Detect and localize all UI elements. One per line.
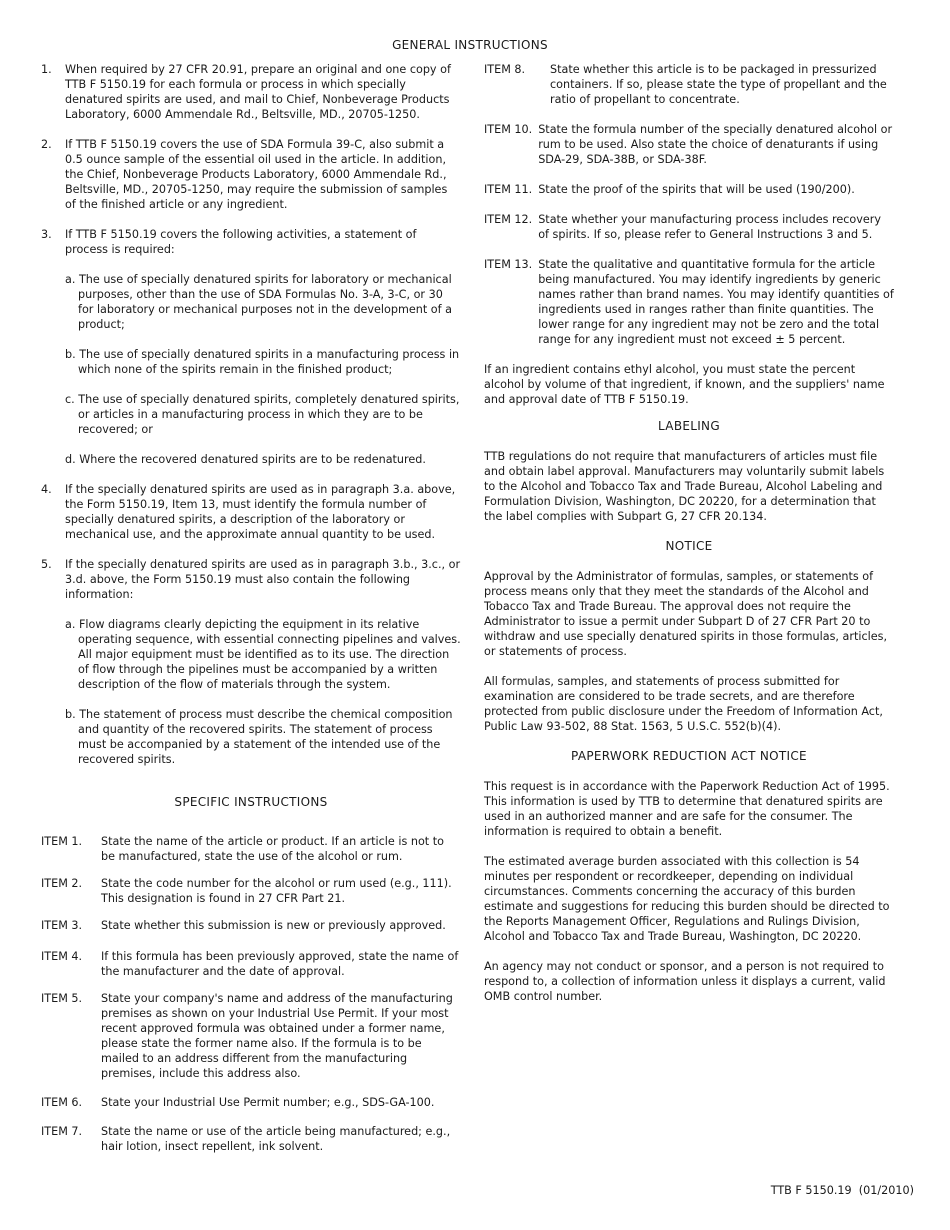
specific-item-13: ITEM 13. State the qualitative and quantitative formula for the article being manufactured. You may identify ingredients by generic names rather than brand names. You may identify quantities of ingredients used in ranges rather than finite quantities. The lower range for any ingredient may not be zero and the total range for any ingredient must not exceed ± 5 percent. — [484, 258, 894, 346]
instruction-3c: c. The use of specially denatured spirits, completely denatured spirits, or articles in a manufacturing process in which they are to be recovered; or — [65, 393, 460, 436]
pra-paragraph-1: This request is in accordance with the Paperwork Reduction Act of 1995. This information is used by TTB to determine that denatured spirits are used in an authorized manner and are safe for the consumer. The information is required to obtain a benefit. — [484, 780, 890, 838]
notice-heading: NOTICE — [665, 539, 713, 553]
specific-item-4: ITEM 4. If this formula has been previously approved, state the name of the manufacturer and the date of approval. — [41, 950, 459, 978]
general-instruction-1: 1. When required by 27 CFR 20.91, prepare an original and one copy of TTB F 5150.19 for each formula or process in which specially denatured spirits are used, and mail to Chief, Nonbeverage Products Laboratory, 6000 Ammendale Rd., Beltsville, MD., 20705-1250. — [41, 63, 451, 121]
form-number-footer — [771, 1184, 914, 1197]
pra-paragraph-3: An agency may not conduct or sponsor, and a person is not required to respond to, a collection of information unless it displays a current, valid OMB control number. — [484, 960, 886, 1003]
instruction-5-subitems — [65, 617, 461, 767]
labeling-heading: LABELING — [658, 419, 720, 433]
instruction-3a: a. The use of specially denatured spirits for laboratory or mechanical purposes, other than the use of SDA Formulas No. 3-A, 3-C, or 30 for laboratory or mechanical purposes not in the development of a product; — [65, 273, 452, 331]
specific-item-12: ITEM 12. State whether your manufacturing process includes recovery of spirits. If so, please refer to General Instructions 3 and 5. — [484, 213, 881, 241]
form-date: (01/2010) — [858, 1184, 914, 1197]
general-instruction-5: 5. If the specially denatured spirits are used as in paragraph 3.b., 3.c., or 3.d. above, the Form 5150.19 must also contain the following information: — [41, 558, 461, 601]
general-instruction-3: 3. If TTB F 5150.19 covers the following activities, a statement of process is required: — [41, 228, 417, 256]
form-id: TTB F 5150.19 — [770, 1184, 852, 1197]
instruction-5b: b. The statement of process must describe the chemical composition and quantity of the recovered spirits. The statement of process must be accompanied by a statement of the intended use of the recovered spirits. — [65, 708, 453, 766]
left-column — [41, 62, 461, 1154]
specific-item-3: ITEM 3. State whether this submission is new or previously approved. — [41, 919, 446, 932]
instruction-3b: b. The use of specially denatured spirits in a manufacturing process in which none of the spirits remain in the finished product; — [65, 348, 460, 376]
notice-paragraph-2: All formulas, samples, and statements of process submitted for examination are considered to be trade secrets, and are therefore protected from public disclosure under the Freedom of Information Act, Public Law 93-502, 88 Stat. 1563, 5 U.S.C. 552(b)(4). — [484, 675, 883, 733]
instruction-5a: a. Flow diagrams clearly depicting the equipment in its relative operating sequence, with essential connecting pipelines and valves. All major equipment must be identified as to its use. The direction of flow through the pipelines must be accompanied by a written description of the flow of materials through the system. — [65, 618, 461, 691]
specific-item-5: ITEM 5. State your company's name and address of the manufacturing premises as shown on your Industrial Use Permit. If your most recent approved formula was obtained under a former name, please state the former name also. If the formula is to be mailed to an address different from the manufacturing premises, include this address also. — [41, 992, 453, 1080]
specific-item-11: ITEM 11. State the proof of the spirits that will be used (190/200). — [484, 183, 855, 196]
general-instruction-4: 4. If the specially denatured spirits are used as in paragraph 3.a. above, the Form 5150.19, Item 13, must identify the formula number of specially denatured spirits, a description of the laboratory or mechanical use, and the approximate annual quantity to be used. — [41, 483, 456, 541]
specific-item-10: ITEM 10. State the formula number of the specially denatured alcohol or rum to be used. Also state the choice of denaturants if using SDA-29, SDA-38B, or SDA-38F. — [484, 123, 893, 166]
specific-item-1: ITEM 1. State the name of the article or product. If an article is not to be manufactured, state the use of the alcohol or rum. — [41, 835, 444, 863]
specific-item-2: ITEM 2. State the code number for the alcohol or rum used (e.g., 111). This designation is found in 27 CFR Part 21. — [41, 877, 452, 905]
pra-paragraph-2: The estimated average burden associated with this collection is 54 minutes per respondent or recordkeeper, depending on individual circumstances. Comments concerning the accuracy of this burden estimate and suggestions for reducing this burden should be directed to the Reports Management Officer, Regulations and Rulings Division, Alcohol and Tobacco Tax and Trade Bureau, Washington, DC 20220. — [484, 855, 890, 943]
notice-paragraph-1: Approval by the Administrator of formulas, samples, or statements of process means only that they meet the standards of the Alcohol and Tobacco Tax and Trade Bureau. The approval does not require the Administrator to issue a permit under Subpart D of 27 CFR Part 20 to withdraw and use specially denatured spirits in those formulas, articles, or statements of process. — [484, 570, 888, 658]
paperwork-reduction-heading: PAPERWORK REDUCTION ACT NOTICE — [571, 749, 807, 763]
right-column — [484, 62, 894, 1004]
instruction-3-subitems — [65, 272, 461, 467]
general-instruction-2: 2. If TTB F 5150.19 covers the use of SDA Formula 39-C, also submit a 0.5 ounce sample of the essential oil used in the article. In addition, the Chief, Nonbeverage Products Laboratory, 6000 Ammendale Rd., Beltsville, MD., 20705-1250, may require the submission of samples of the finished article or any ingredient. — [41, 138, 448, 211]
specific-item-7: ITEM 7. State the name or use of the article being manufactured; e.g., hair lotion, insect repellent, ink solvent. — [41, 1125, 451, 1153]
ethyl-alcohol-note: If an ingredient contains ethyl alcohol, you must state the percent alcohol by volume of that ingredient, if known, and the suppliers' name and approval date of TTB F 5150.19. — [484, 363, 885, 406]
instruction-3d: d. Where the recovered denatured spirits are to be redenatured. — [65, 453, 426, 466]
specific-item-8: ITEM 8. State whether this article is to be packaged in pressurized containers. If so, please state the type of propellant and the ratio of propellant to concentrate. — [484, 63, 887, 106]
specific-item-6: ITEM 6. State your Industrial Use Permit number; e.g., SDS-GA-100. — [41, 1096, 435, 1109]
labeling-text: TTB regulations do not require that manufacturers of articles must file and obtain label approval. Manufacturers may voluntarily submit labels to the Alcohol and Tobacco Tax and Trade Bureau, Alcohol Labeling and Formulation Division, Washington, DC 20220, for a determination that the label complies with Subpart G, 27 CFR 20.134. — [484, 450, 885, 523]
specific-instructions-heading: SPECIFIC INSTRUCTIONS — [174, 795, 328, 809]
page-title: GENERAL INSTRUCTIONS — [392, 38, 548, 52]
